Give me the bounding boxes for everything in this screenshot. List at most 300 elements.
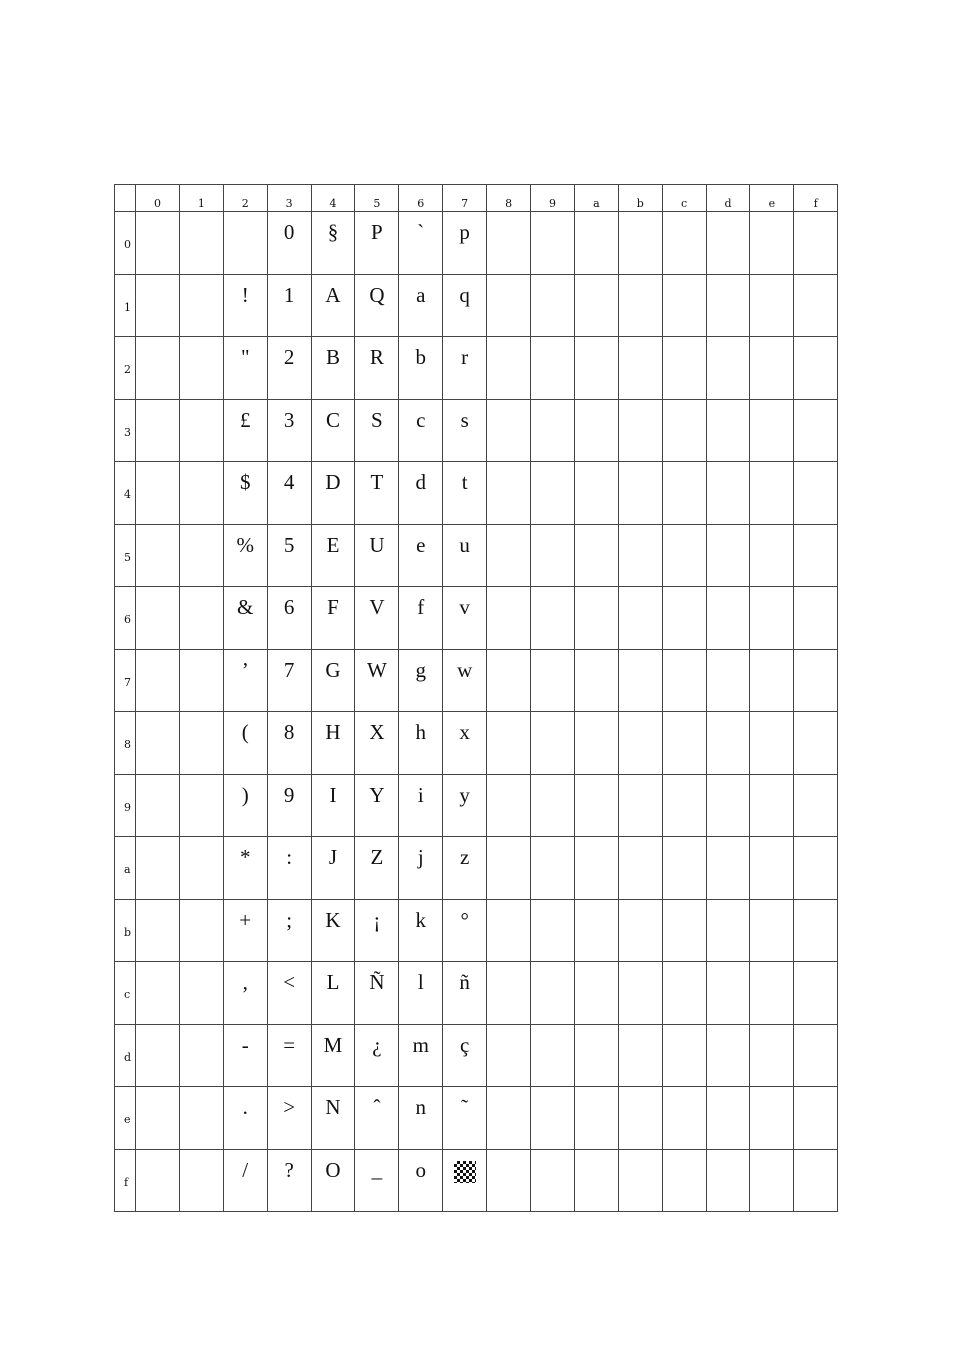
glyph-cell — [662, 462, 706, 525]
glyph-cell: ( — [223, 712, 267, 775]
row-header-a: a — [115, 837, 136, 900]
glyph-cell — [750, 712, 794, 775]
row-header-d: d — [115, 1024, 136, 1087]
glyph-cell — [179, 587, 223, 650]
glyph-cell — [750, 587, 794, 650]
glyph-cell — [706, 337, 750, 400]
glyph-cell: : — [267, 837, 311, 900]
glyph-cell — [618, 212, 662, 275]
glyph-cell — [750, 1087, 794, 1150]
glyph-cell — [136, 399, 180, 462]
glyph-cell — [706, 212, 750, 275]
table-row — [115, 1149, 838, 1212]
glyph-cell — [574, 212, 618, 275]
glyph-cell — [750, 399, 794, 462]
glyph-cell: 9 — [267, 774, 311, 837]
glyph-cell: ° — [443, 899, 487, 962]
table-row — [115, 1087, 838, 1150]
glyph-cell — [706, 524, 750, 587]
glyph-cell — [531, 1024, 575, 1087]
glyph-cell — [706, 837, 750, 900]
row-header-8: 8 — [115, 712, 136, 775]
glyph-cell: ` — [399, 212, 443, 275]
glyph-cell: ) — [223, 774, 267, 837]
glyph-cell — [531, 462, 575, 525]
glyph-cell — [136, 274, 180, 337]
column-header-b: b — [618, 185, 662, 212]
table-row — [115, 587, 838, 650]
glyph-cell — [487, 337, 531, 400]
glyph-cell: o — [399, 1149, 443, 1212]
glyph-cell: k — [399, 899, 443, 962]
glyph-cell: £ — [223, 399, 267, 462]
glyph-cell — [443, 1149, 487, 1212]
glyph-cell: ˜ — [443, 1087, 487, 1150]
glyph-cell: 8 — [267, 712, 311, 775]
glyph-cell — [794, 649, 838, 712]
glyph-cell — [487, 774, 531, 837]
glyph-cell — [179, 1149, 223, 1212]
glyph-cell — [706, 587, 750, 650]
row-header-2: 2 — [115, 337, 136, 400]
glyph-cell: R — [355, 337, 399, 400]
glyph-cell — [662, 1149, 706, 1212]
glyph-cell: ç — [443, 1024, 487, 1087]
glyph-cell: 5 — [267, 524, 311, 587]
row-header-1: 1 — [115, 274, 136, 337]
glyph-cell — [574, 524, 618, 587]
character-set-table — [114, 184, 838, 1212]
glyph-cell: G — [311, 649, 355, 712]
glyph-cell — [136, 1149, 180, 1212]
glyph-cell — [618, 899, 662, 962]
glyph-cell — [531, 399, 575, 462]
glyph-cell — [179, 774, 223, 837]
glyph-cell: ; — [267, 899, 311, 962]
row-header-4: 4 — [115, 462, 136, 525]
table-row — [115, 837, 838, 900]
glyph-cell — [531, 524, 575, 587]
glyph-cell: Y — [355, 774, 399, 837]
glyph-cell — [662, 774, 706, 837]
glyph-cell — [618, 712, 662, 775]
glyph-cell: * — [223, 837, 267, 900]
glyph-cell — [136, 962, 180, 1025]
glyph-cell — [750, 899, 794, 962]
glyph-cell: ˆ — [355, 1087, 399, 1150]
glyph-cell — [487, 1149, 531, 1212]
glyph-cell — [574, 649, 618, 712]
glyph-cell: l — [399, 962, 443, 1025]
glyph-cell — [136, 462, 180, 525]
glyph-cell — [487, 212, 531, 275]
glyph-cell — [531, 1087, 575, 1150]
row-header-c: c — [115, 962, 136, 1025]
glyph-cell — [136, 1024, 180, 1087]
glyph-cell — [531, 837, 575, 900]
glyph-cell — [662, 1024, 706, 1087]
column-header-3: 3 — [267, 185, 311, 212]
glyph-cell: a — [399, 274, 443, 337]
glyph-cell — [179, 837, 223, 900]
glyph-cell — [179, 337, 223, 400]
glyph-cell: S — [355, 399, 399, 462]
glyph-cell — [531, 274, 575, 337]
glyph-cell: O — [311, 1149, 355, 1212]
glyph-cell — [179, 274, 223, 337]
glyph-cell: & — [223, 587, 267, 650]
glyph-cell: E — [311, 524, 355, 587]
glyph-cell: f — [399, 587, 443, 650]
glyph-cell — [574, 1149, 618, 1212]
glyph-cell: V — [355, 587, 399, 650]
glyph-cell — [750, 649, 794, 712]
glyph-cell — [706, 1024, 750, 1087]
glyph-cell — [179, 899, 223, 962]
glyph-cell — [179, 649, 223, 712]
glyph-cell — [487, 274, 531, 337]
glyph-cell: _ — [355, 1149, 399, 1212]
glyph-cell — [531, 587, 575, 650]
glyph-cell — [574, 712, 618, 775]
row-header-9: 9 — [115, 774, 136, 837]
glyph-cell: K — [311, 899, 355, 962]
table-row — [115, 899, 838, 962]
glyph-cell — [487, 462, 531, 525]
glyph-cell — [662, 837, 706, 900]
glyph-cell: P — [355, 212, 399, 275]
glyph-cell — [706, 774, 750, 837]
glyph-cell — [706, 899, 750, 962]
glyph-cell: 6 — [267, 587, 311, 650]
glyph-cell: ¿ — [355, 1024, 399, 1087]
glyph-cell — [794, 712, 838, 775]
glyph-cell — [662, 524, 706, 587]
glyph-cell — [574, 899, 618, 962]
glyph-cell: T — [355, 462, 399, 525]
glyph-cell — [487, 399, 531, 462]
glyph-cell — [136, 837, 180, 900]
glyph-cell — [794, 837, 838, 900]
glyph-cell: M — [311, 1024, 355, 1087]
glyph-cell — [223, 212, 267, 275]
glyph-cell — [574, 837, 618, 900]
glyph-cell: > — [267, 1087, 311, 1150]
table-row — [115, 962, 838, 1025]
glyph-cell — [706, 1087, 750, 1150]
glyph-cell — [531, 337, 575, 400]
glyph-cell — [487, 587, 531, 650]
table-row — [115, 274, 838, 337]
row-header-6: 6 — [115, 587, 136, 650]
glyph-cell — [662, 337, 706, 400]
column-header-e: e — [750, 185, 794, 212]
glyph-cell — [618, 1024, 662, 1087]
row-header-b: b — [115, 899, 136, 962]
glyph-cell — [531, 212, 575, 275]
column-header-9: 9 — [531, 185, 575, 212]
table-row — [115, 462, 838, 525]
glyph-cell — [179, 962, 223, 1025]
glyph-cell — [662, 587, 706, 650]
glyph-cell — [794, 337, 838, 400]
glyph-cell — [136, 337, 180, 400]
glyph-cell — [706, 399, 750, 462]
glyph-cell: / — [223, 1149, 267, 1212]
column-header-c: c — [662, 185, 706, 212]
glyph-cell: w — [443, 649, 487, 712]
glyph-cell: 0 — [267, 212, 311, 275]
glyph-cell — [487, 1024, 531, 1087]
glyph-cell — [794, 587, 838, 650]
column-header-0: 0 — [136, 185, 180, 212]
glyph-cell — [750, 837, 794, 900]
glyph-cell — [179, 1024, 223, 1087]
glyph-cell — [662, 962, 706, 1025]
table-row — [115, 212, 838, 275]
glyph-cell — [662, 899, 706, 962]
glyph-cell: . — [223, 1087, 267, 1150]
glyph-cell — [750, 1024, 794, 1087]
glyph-cell — [574, 462, 618, 525]
table-row — [115, 337, 838, 400]
glyph-cell: c — [399, 399, 443, 462]
glyph-cell — [136, 524, 180, 587]
row-header-7: 7 — [115, 649, 136, 712]
glyph-cell — [794, 1087, 838, 1150]
glyph-cell: N — [311, 1087, 355, 1150]
glyph-cell — [574, 337, 618, 400]
glyph-cell — [662, 212, 706, 275]
glyph-cell — [662, 399, 706, 462]
glyph-cell — [574, 962, 618, 1025]
column-header-f: f — [794, 185, 838, 212]
glyph-cell — [574, 587, 618, 650]
glyph-cell — [706, 712, 750, 775]
glyph-cell: i — [399, 774, 443, 837]
glyph-cell — [662, 1087, 706, 1150]
glyph-cell: v — [443, 587, 487, 650]
glyph-cell: A — [311, 274, 355, 337]
checkerboard-icon — [454, 1161, 476, 1183]
glyph-cell — [618, 399, 662, 462]
table-row — [115, 524, 838, 587]
glyph-cell — [662, 712, 706, 775]
glyph-cell — [531, 649, 575, 712]
glyph-cell — [794, 524, 838, 587]
glyph-cell: C — [311, 399, 355, 462]
glyph-cell — [706, 462, 750, 525]
glyph-cell — [750, 524, 794, 587]
glyph-cell: L — [311, 962, 355, 1025]
row-header-0: 0 — [115, 212, 136, 275]
glyph-cell: y — [443, 774, 487, 837]
glyph-cell — [531, 1149, 575, 1212]
glyph-cell: ñ — [443, 962, 487, 1025]
glyph-cell — [706, 1149, 750, 1212]
glyph-cell — [794, 212, 838, 275]
glyph-cell — [531, 774, 575, 837]
glyph-cell — [794, 462, 838, 525]
glyph-cell — [618, 462, 662, 525]
glyph-cell — [618, 1149, 662, 1212]
glyph-cell: 2 — [267, 337, 311, 400]
row-header-e: e — [115, 1087, 136, 1150]
glyph-cell — [662, 649, 706, 712]
table-row — [115, 649, 838, 712]
column-header-a: a — [574, 185, 618, 212]
glyph-cell — [794, 1024, 838, 1087]
glyph-cell: = — [267, 1024, 311, 1087]
glyph-cell: % — [223, 524, 267, 587]
glyph-cell — [662, 274, 706, 337]
glyph-cell: Ñ — [355, 962, 399, 1025]
column-header-4: 4 — [311, 185, 355, 212]
glyph-cell: 1 — [267, 274, 311, 337]
glyph-cell — [179, 399, 223, 462]
glyph-cell — [618, 649, 662, 712]
glyph-cell — [179, 462, 223, 525]
glyph-cell — [618, 337, 662, 400]
glyph-cell: d — [399, 462, 443, 525]
glyph-cell — [136, 649, 180, 712]
glyph-cell — [618, 1087, 662, 1150]
glyph-cell — [136, 774, 180, 837]
row-header-5: 5 — [115, 524, 136, 587]
glyph-cell: e — [399, 524, 443, 587]
glyph-cell: Q — [355, 274, 399, 337]
glyph-cell: J — [311, 837, 355, 900]
glyph-cell: - — [223, 1024, 267, 1087]
column-header-1: 1 — [179, 185, 223, 212]
glyph-cell: $ — [223, 462, 267, 525]
glyph-cell — [136, 712, 180, 775]
glyph-cell: m — [399, 1024, 443, 1087]
glyph-cell: u — [443, 524, 487, 587]
glyph-cell: g — [399, 649, 443, 712]
glyph-cell — [750, 212, 794, 275]
glyph-cell — [179, 212, 223, 275]
glyph-cell — [618, 774, 662, 837]
column-header-2: 2 — [223, 185, 267, 212]
glyph-cell — [531, 962, 575, 1025]
table-row — [115, 712, 838, 775]
glyph-cell — [618, 962, 662, 1025]
glyph-cell — [487, 962, 531, 1025]
glyph-cell: ? — [267, 1149, 311, 1212]
table-row — [115, 399, 838, 462]
glyph-cell: D — [311, 462, 355, 525]
glyph-cell — [531, 899, 575, 962]
glyph-cell — [706, 962, 750, 1025]
glyph-cell: 4 — [267, 462, 311, 525]
table-row — [115, 1024, 838, 1087]
table-row — [115, 774, 838, 837]
glyph-cell — [706, 649, 750, 712]
glyph-cell — [136, 1087, 180, 1150]
glyph-cell: ’ — [223, 649, 267, 712]
row-header-3: 3 — [115, 399, 136, 462]
glyph-cell — [179, 524, 223, 587]
glyph-cell: t — [443, 462, 487, 525]
glyph-cell: j — [399, 837, 443, 900]
glyph-cell — [179, 712, 223, 775]
glyph-cell — [750, 462, 794, 525]
glyph-cell — [618, 837, 662, 900]
glyph-cell: H — [311, 712, 355, 775]
glyph-cell — [750, 962, 794, 1025]
glyph-cell: ! — [223, 274, 267, 337]
glyph-cell — [136, 212, 180, 275]
glyph-cell — [794, 274, 838, 337]
glyph-cell — [794, 399, 838, 462]
glyph-cell: s — [443, 399, 487, 462]
glyph-cell — [574, 399, 618, 462]
column-header-7: 7 — [443, 185, 487, 212]
glyph-cell: q — [443, 274, 487, 337]
glyph-cell — [574, 1087, 618, 1150]
glyph-cell — [750, 274, 794, 337]
glyph-cell — [487, 899, 531, 962]
column-header-6: 6 — [399, 185, 443, 212]
glyph-cell — [794, 1149, 838, 1212]
glyph-cell: " — [223, 337, 267, 400]
glyph-cell: X — [355, 712, 399, 775]
glyph-cell: b — [399, 337, 443, 400]
glyph-cell — [794, 899, 838, 962]
glyph-cell: I — [311, 774, 355, 837]
column-header-row — [115, 185, 838, 212]
glyph-cell — [487, 837, 531, 900]
glyph-cell — [179, 1087, 223, 1150]
glyph-cell — [531, 712, 575, 775]
glyph-cell — [618, 524, 662, 587]
glyph-cell: , — [223, 962, 267, 1025]
glyph-cell — [487, 712, 531, 775]
glyph-cell — [750, 774, 794, 837]
glyph-cell — [750, 337, 794, 400]
glyph-cell: n — [399, 1087, 443, 1150]
glyph-cell — [574, 274, 618, 337]
column-header-8: 8 — [487, 185, 531, 212]
glyph-cell: W — [355, 649, 399, 712]
glyph-cell — [574, 1024, 618, 1087]
glyph-cell — [574, 774, 618, 837]
glyph-cell: 7 — [267, 649, 311, 712]
glyph-cell: B — [311, 337, 355, 400]
glyph-cell — [487, 1087, 531, 1150]
glyph-cell: < — [267, 962, 311, 1025]
glyph-cell: p — [443, 212, 487, 275]
glyph-cell — [618, 274, 662, 337]
column-header-d: d — [706, 185, 750, 212]
glyph-cell — [136, 899, 180, 962]
column-header-5: 5 — [355, 185, 399, 212]
glyph-cell — [487, 649, 531, 712]
corner-cell — [115, 185, 136, 212]
glyph-cell: r — [443, 337, 487, 400]
glyph-cell — [136, 587, 180, 650]
glyph-cell: + — [223, 899, 267, 962]
glyph-cell: h — [399, 712, 443, 775]
glyph-cell — [794, 962, 838, 1025]
glyph-cell — [706, 274, 750, 337]
glyph-cell: x — [443, 712, 487, 775]
glyph-cell: F — [311, 587, 355, 650]
row-header-f: f — [115, 1149, 136, 1212]
glyph-cell — [487, 524, 531, 587]
glyph-cell — [750, 1149, 794, 1212]
